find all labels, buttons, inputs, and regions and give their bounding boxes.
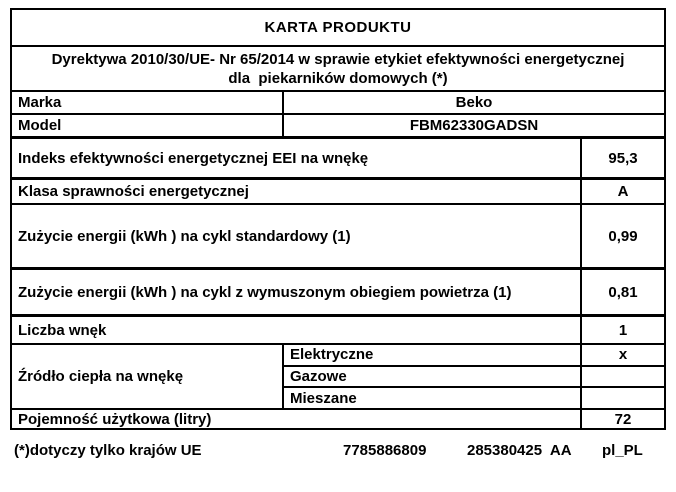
directive-line-2: dla piekarników domowych (*) <box>228 69 448 87</box>
model-label: Model <box>12 115 284 136</box>
fan-cycle-label: Zużycie energii (kWh ) na cykl z wymuszonym obiegiem powietrza (1) <box>18 283 512 301</box>
product-table <box>10 8 666 430</box>
heat-option-gas <box>284 367 664 389</box>
capacity-label: Pojemność użytkowa (litry) <box>18 410 212 428</box>
page-title: KARTA PRODUKTU <box>264 19 412 36</box>
heat-option-mixed-label: Mieszane <box>290 389 357 407</box>
capacity-row <box>12 410 664 428</box>
brand-value: Beko <box>455 94 493 111</box>
cavity-count-label: Liczba wnęk <box>18 321 107 339</box>
model-row <box>12 115 664 139</box>
footer-revision-code: 285380425 AA <box>467 442 572 459</box>
standard-cycle-label: Zużycie energii (kWh ) na cykl standardowy (1) <box>18 227 351 245</box>
energy-class-row <box>12 180 664 205</box>
energy-class-value: A <box>580 180 664 203</box>
eei-label: Indeks efektywności energetycznej EEI na wnękę <box>18 149 369 167</box>
eei-row <box>12 139 664 180</box>
fan-cycle-row <box>12 270 664 317</box>
fan-cycle-value: 0,81 <box>580 270 664 314</box>
heat-source-label: Źródło ciepła na wnękę <box>12 345 284 408</box>
heat-option-mixed <box>284 388 664 408</box>
footer-locale-code: pl_PL <box>602 442 643 459</box>
model-value: FBM62330GADSN <box>409 117 539 134</box>
cavity-count-row <box>12 317 664 345</box>
directive-line-1: Dyrektywa 2010/30/UE- Nr 65/2014 w sprawie etykiet efektywności energetycznej <box>51 50 625 68</box>
heat-option-gas-label: Gazowe <box>290 368 347 385</box>
energy-class-label: Klasa sprawności energetycznej <box>18 183 249 200</box>
eei-value: 95,3 <box>580 139 664 177</box>
brand-label: Marka <box>12 92 284 113</box>
heat-option-electric-label: Elektryczne <box>290 346 374 364</box>
heat-source-row <box>12 345 664 410</box>
heat-option-gas-value <box>580 367 664 387</box>
standard-cycle-value: 0,99 <box>580 205 664 267</box>
table-title-row <box>12 10 664 47</box>
heat-option-electric <box>284 345 664 367</box>
brand-row <box>12 92 664 115</box>
footer-eu-note: (*)dotyczy tylko krajów UE <box>14 442 202 459</box>
capacity-value: 72 <box>580 410 664 428</box>
heat-option-electric-value: x <box>580 345 664 365</box>
cavity-count-value: 1 <box>580 317 664 343</box>
heat-option-mixed-value <box>580 388 664 408</box>
heat-source-options <box>284 345 664 408</box>
standard-cycle-row <box>12 205 664 270</box>
footer-document-number: 7785886809 <box>343 442 427 459</box>
directive-row <box>12 47 664 92</box>
